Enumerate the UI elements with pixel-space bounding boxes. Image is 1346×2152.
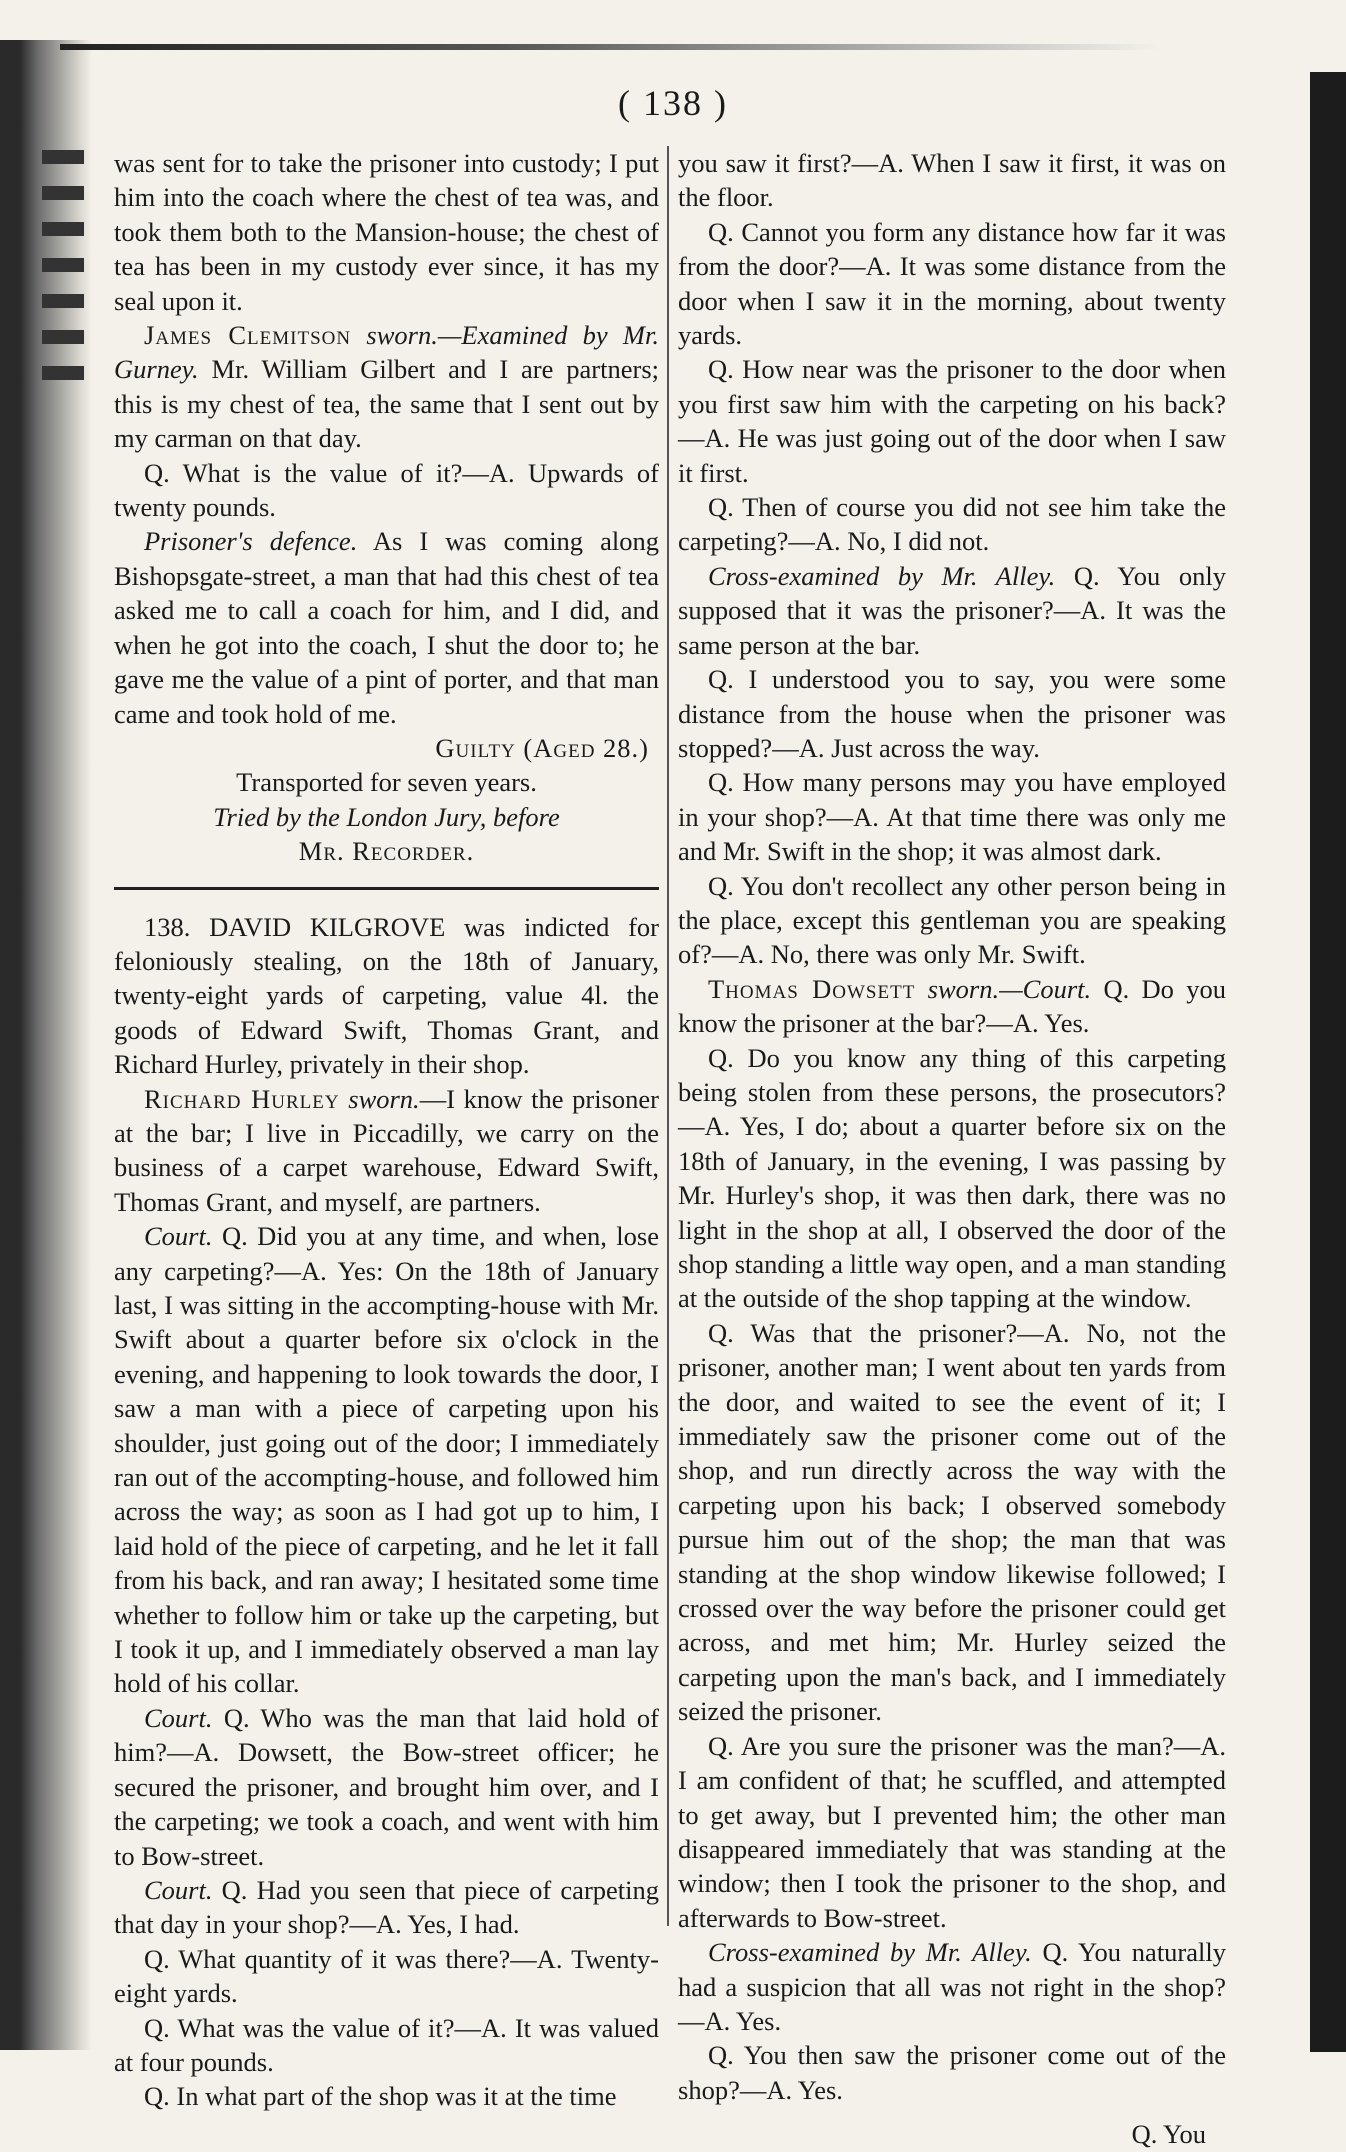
court-label: Court. — [144, 1702, 213, 1733]
paragraph — [114, 1219, 659, 1701]
court-label: Court. — [144, 1874, 213, 1905]
defence-label: Prisoner's defence. — [144, 526, 358, 557]
paragraph: Q. Do you know any thing of this carpeting being stolen from these persons, the prosecutors?—A. Yes, I do; about a quarter before six on the 18th of January, in the evening, I was passing by Mr. Hurley's shop, it was then dark, there was no light in the shop at all, I observed the door of the shop standing a little way open, and a man standing at the outside of the shop tapping at the window. — [678, 1042, 1226, 1314]
paragraph: you saw it first?—A. When I saw it first, it was on the floor. — [678, 148, 1226, 213]
paragraph: Q. Then of course you did not see him take the carpeting?—A. No, I did not. — [678, 492, 1226, 557]
paragraph — [114, 1873, 659, 1942]
tried-by: Tried by the London Jury, before — [213, 801, 560, 832]
left-column — [114, 146, 659, 2114]
witness-name: Thomas Dowsett — [708, 973, 916, 1004]
testimony: Mr. William Gilbert and I are partners; this is my chest of tea, the same that I sent out by my carman on that day. — [114, 354, 659, 454]
witness-name: James Clemitson — [144, 320, 352, 351]
paragraph: Q. Are you sure the prisoner was the man?—A. I am confident of that; he scuffled, and attempted to get away, but I prevented him; the other man disappeared immediately that was standing at the window; then I took the prisoner to the shop, and afterwards to Bow-street. — [678, 1730, 1226, 1933]
sworn-label: sworn.—Examined by Mr. Gurney. — [114, 320, 659, 385]
page-number: ( 138 ) — [618, 83, 728, 123]
testimony: Q. Do you know the prisoner at the bar?—A. Yes. — [678, 973, 1227, 1039]
sworn-label: sworn.—Court. — [927, 973, 1092, 1004]
testimony: Q. Who was the man that laid hold of him?—A. Dowsett, the Bow-street officer; he secured the prisoner, and brought him over, and I the carpeting; we took a coach, and went with him to Bow-street. — [114, 1702, 660, 1871]
section-divider — [114, 887, 659, 890]
testimony: —I know the prisoner at the bar; I live in Piccadilly, we carry on the business of a carpet warehouse, Edward Swift, Thomas Grant, and myself, are partners. — [114, 1083, 659, 1217]
column-divider — [667, 146, 669, 1926]
cross-exam-label: Cross-examined by Mr. Alley. — [708, 1937, 1032, 1968]
sentence: Transported for seven years. — [236, 767, 537, 798]
indictment: was indicted for feloniously stealing, on the 18th of January, twenty-eight yards of carpeting, value 4l. the goods of Edward Swift, Thomas Grant, and Richard Hurley, privately in their shop. — [114, 911, 659, 1080]
paragraph: Q. What quantity of it was there?—A. Twenty-eight yards. — [114, 1943, 659, 2009]
case-heading: 138. DAVID KILGROVE — [144, 911, 446, 942]
paragraph — [114, 318, 659, 456]
paragraph: Q. What was the value of it?—A. It was valued at four pounds. — [114, 2012, 659, 2077]
testimony: Q. You naturally had a suspicion that all was not right in the shop?—A. Yes. — [678, 1937, 1226, 2036]
paragraph: Q. How many persons may you have employed in your shop?—A. At that time there was only me and Mr. Swift in the shop; it was almost dark. — [678, 767, 1226, 867]
paragraph: Q. What is the value of it?—A. Upwards of twenty pounds. — [114, 457, 659, 523]
defence-text: As I was coming along Bishopsgate-street, a man that had this chest of tea asked me to call a coach for him, and I did, and when he got into the coach, I shut the door to; he gave me the value of a pint of porter, and that man came and took hold of me. — [114, 526, 659, 729]
court-label: Court. — [144, 1221, 213, 1252]
paragraph — [678, 559, 1226, 662]
cross-exam-label: Cross-examined by Mr. Alley. — [708, 560, 1056, 591]
paragraph: Q. How near was the prisoner to the door when you first saw him with the carpeting on his back?—A. He was just going out of the door when I saw it first. — [678, 354, 1226, 488]
paragraph: was sent for to take the prisoner into custody; I put him into the coach where the chest of tea was, and took them both to the Mansion-house; the chest of tea has been in my custody ever since, it has my seal upon it. — [114, 148, 659, 316]
testimony: Q. Had you seen that piece of carpeting that day in your shop?—A. Yes, I had. — [114, 1874, 660, 1940]
testimony: Q. Did you at any time, and when, lose any carpeting?—A. Yes: On the 18th of January last, I was sitting in the accompting-house with Mr. Swift about a quarter before six o'clock in the evening, and happening to look towards the door, I saw a man with a piece of carpeting upon his shoulder, just going out of the door; I immediately ran out of the accompting-house, and followed him across the way; as soon as I had got up to him, I laid hold of the piece of carpeting, and he let it fall from his back, and ran away; I hesitated some time whether to follow him or take up the carpeting, but I took it up, and I immediately observed a man lay hold of his collar. — [114, 1221, 659, 1699]
paragraph — [114, 1082, 659, 1220]
paragraph: Q. You don't recollect any other person being in the place, except this gentleman you are speaking of?—A. No, there was only Mr. Swift. — [678, 870, 1226, 970]
paragraph: Q. You then saw the prisoner come out of the shop?—A. Yes. — [678, 2040, 1226, 2105]
catchword: Q. You — [1131, 2119, 1206, 2150]
testimony: Q. You only supposed that it was the prisoner?—A. It was the same person at the bar. — [678, 560, 1226, 660]
paragraph — [678, 1935, 1226, 2038]
paragraph: Q. I understood you to say, you were some distance from the house when the prisoner was stopped?—A. Just across the way. — [678, 664, 1226, 763]
scan-top-edge — [60, 44, 1160, 50]
witness-name: Richard Hurley — [144, 1083, 340, 1114]
paragraph: Q. In what part of the shop was it at the time — [144, 2081, 617, 2112]
paragraph — [114, 524, 659, 730]
scan-right-edge — [1310, 72, 1346, 2052]
paragraph: Q. Cannot you form any distance how far it was from the door?—A. It was some distance from the door when I saw it in the morning, about twenty yards. — [678, 216, 1226, 351]
recorder: Mr. Recorder. — [298, 836, 475, 867]
paragraph — [678, 972, 1226, 1041]
paragraph — [114, 1701, 659, 1873]
sworn-label: sworn. — [348, 1083, 420, 1114]
verdict: Guilty (Aged 28.) — [435, 732, 649, 763]
right-column — [678, 146, 1226, 2152]
paragraph — [114, 910, 659, 1082]
binding-marks — [42, 150, 84, 402]
paragraph: Q. Was that the prisoner?—A. No, not the prisoner, another man; I went about ten yards from the door, and waited to see the event of it; I immediately saw the prisoner come out of the shop, and run directly across the way with the carpeting upon his back; I observed somebody pursue him out of the shop; the man that was standing at the shop window likewise followed; I crossed over the way before the prisoner could get across, and met him; Mr. Hurley seized the carpeting upon the man's back, and I immediately seized the prisoner. — [678, 1317, 1226, 1727]
